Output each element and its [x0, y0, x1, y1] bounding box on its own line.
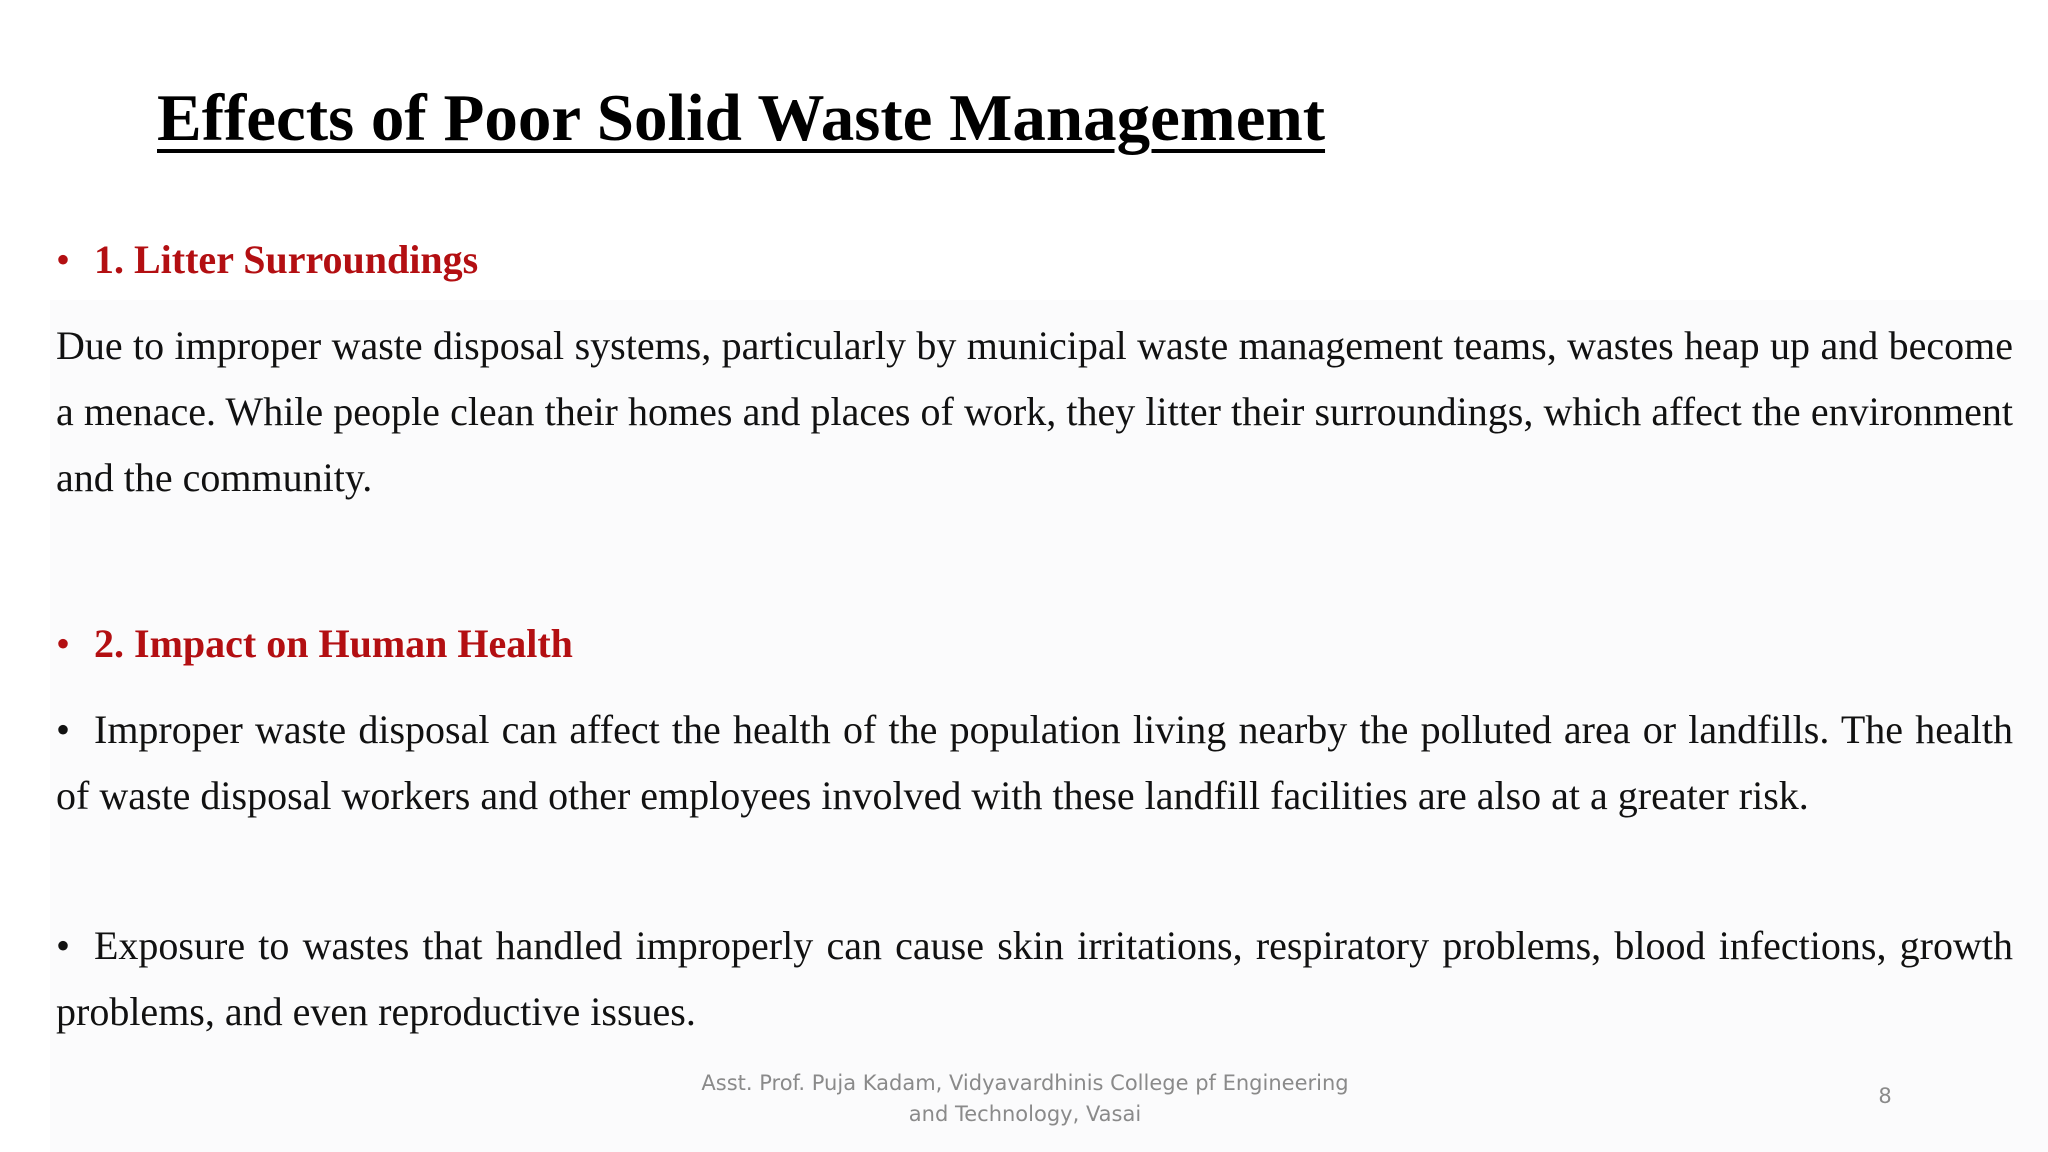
bullet-glyph: •	[56, 923, 71, 968]
bullet-text: Improper waste disposal can affect the health of the population living nearby the polluted area or landfills. The health of waste disposal workers and other employees involved with these landfill facilities are also at a greater risk.	[56, 707, 2013, 818]
bullet-glyph: •	[56, 707, 71, 752]
footer-line-2: and Technology, Vasai	[908, 1102, 1142, 1126]
paragraph-litter-surroundings: Due to improper waste disposal systems, particularly by municipal waste management teams, wastes heap up and become a menace. While people clean their homes and places of work, they litter their surroundings, which affect the environment and the community.	[56, 323, 2013, 500]
heading-text: 1. Litter Surroundings	[94, 237, 479, 282]
bullet-paragraph-exposure-effects	[56, 913, 2013, 1045]
bullet-paragraph-health-risk	[56, 697, 2013, 829]
bullet-text: Exposure to wastes that handled improperly can cause skin irritations, respiratory problems, blood infections, growth problems, and even reproductive issues.	[56, 923, 2013, 1034]
slide-title: Effects of Poor Solid Waste Management	[157, 81, 1326, 155]
section-heading-litter-surroundings	[56, 236, 478, 283]
slide-footer	[650, 1068, 1400, 1130]
bullet-glyph: •	[56, 237, 71, 282]
section-heading-impact-on-human-health	[56, 620, 573, 667]
heading-text: 2. Impact on Human Health	[94, 621, 573, 666]
page-number: 8	[1878, 1084, 1892, 1108]
footer-line-1: Asst. Prof. Puja Kadam, Vidyavardhinis College pf Engineering	[701, 1071, 1349, 1095]
bullet-glyph: •	[56, 621, 71, 666]
